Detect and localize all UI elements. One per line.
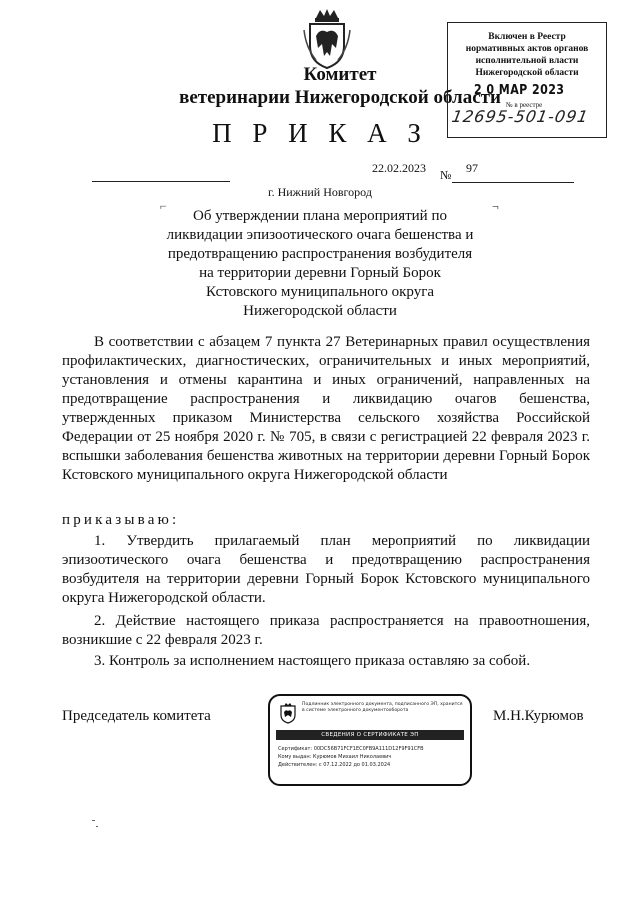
title-corner-left: ⌐ bbox=[160, 199, 167, 213]
registry-number-label: № в реестре bbox=[506, 101, 543, 109]
e-signature-validity: Действителен: с 07.12.2022 до 01.03.2024 bbox=[278, 762, 391, 768]
title-corner-right: ¬ bbox=[492, 199, 499, 213]
number-sign: № bbox=[440, 168, 452, 182]
e-signature-band: СВЕДЕНИЯ О СЕРТИФИКАТЕ ЭП bbox=[276, 730, 464, 740]
e-signature-certificate: Сертификат: 00DC56B71FCF1EC0FB9A111D12F9F91CFB bbox=[278, 746, 424, 752]
document-number: 97 bbox=[466, 161, 478, 175]
org-name-line2: ветеринарии Нижегородской области bbox=[179, 87, 501, 108]
signatory-position: Председатель комитета bbox=[62, 708, 211, 724]
order-item-1: 1. Утвердить прилагаемый план мероприятий по ликвидации эпизоотического очага бешенства и предотвращению распространения возбудителя на территории деревни Горный Борок Кстовского муниципального округа Нижегородской области. bbox=[62, 533, 590, 606]
e-signature-notice: Подлинник электронного документа, подписанного ЭП, хранится в системе электронного документооборота bbox=[302, 702, 463, 713]
number-underline bbox=[452, 182, 574, 183]
electronic-signature-stamp bbox=[268, 694, 472, 786]
document-type-heading: П Р И К А З bbox=[212, 118, 428, 148]
place-of-issue: г. Нижний Новгород bbox=[268, 185, 372, 199]
registry-stamp bbox=[447, 22, 607, 138]
signatory-name: М.Н.Курюмов bbox=[493, 708, 584, 724]
registry-date: 2 0 МАР 2023 bbox=[474, 83, 565, 98]
document-title: Об утверждении плана мероприятий по ликвидации эпизоотического очага бешенства и предотвращению распространения возбудителя на территории деревни Горный Борок Кстовского муниципального округа Нижегородской области bbox=[166, 208, 474, 319]
e-signature-owner: Кому выдан: Курюмов Михаил Николаевич bbox=[278, 754, 392, 760]
date-underline-left bbox=[92, 181, 230, 182]
registry-stamp-heading: Включен в Реестр нормативных актов органов исполнительной власти Нижегородской области bbox=[465, 32, 589, 78]
scan-speck bbox=[96, 826, 98, 827]
order-word: приказываю: bbox=[62, 512, 180, 528]
coat-of-arms-emblem bbox=[302, 8, 352, 70]
order-item-2: 2. Действие настоящего приказа распространяется на правоотношения, возникшие с 22 февраля 2023 г. bbox=[62, 613, 590, 648]
org-name-line1: Комитет bbox=[303, 64, 377, 85]
document-date: 22.02.2023 bbox=[372, 161, 426, 175]
scan-speck bbox=[92, 820, 95, 821]
registry-number-handwritten: 12695-501-091 bbox=[450, 107, 591, 126]
preamble-paragraph: В соответствии с абзацем 7 пункта 27 Ветеринарных правил осуществления профилактических, диагностических, ограничительных и иных мероприятий, установления и отмены карантина и иных ограничений, направленных на предотвращение распространения и ликвидацию очагов бешенства, утвержденных приказом Министерства сельского хозяйства Российской Федерации от 25 ноября 2020 г. № 705, в связи с регистрацией 22 февраля 2023 г. вспышки заболевания бешенства животных на территории деревни Горный Борок Кстовского муниципального округа Нижегородской области bbox=[62, 334, 590, 483]
emblem-icon bbox=[278, 702, 298, 724]
order-item-3: 3. Контроль за исполнением настоящего приказа оставляю за собой. bbox=[94, 653, 531, 669]
